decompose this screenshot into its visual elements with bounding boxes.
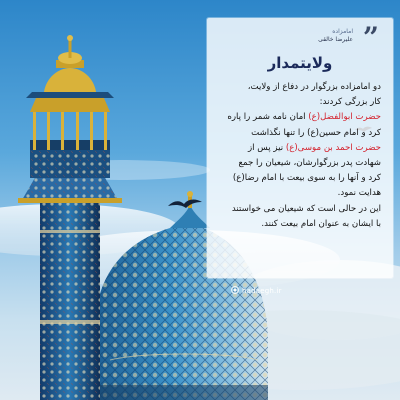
text-panel: [207, 18, 393, 278]
body-line: با ایشان به عنوان امام بیعت کنند.: [261, 218, 381, 229]
body-line: شهادت پدر بزرگوارشان، شیعیان را جمع: [238, 158, 381, 169]
page-title: ولایتمدار: [267, 54, 333, 72]
body-line: این در حالی است که شیعیان می خواستند: [231, 203, 381, 214]
body-line: کار بزرگی کردند:: [319, 97, 381, 108]
body-line: هدایت نمود.: [337, 188, 381, 199]
attribution-line1: امامزاده: [332, 28, 353, 35]
body-text: [215, 80, 381, 232]
body-line: حضرت احمد بن موسی(ع) نیز پس از: [248, 142, 381, 153]
site-logo-icon: [231, 286, 239, 294]
attribution: [233, 28, 353, 44]
attribution-line2: علیرضا خالقی: [318, 36, 353, 43]
body-line: کرد و امام حسین(ع) را تنها نگذاشت: [251, 127, 381, 138]
website-link[interactable]: hadaegh.ir: [242, 287, 282, 295]
body-line: حضرت ابوالفضل(ع) امان نامه شمر را پاره: [227, 112, 381, 123]
body-line: کرد و آنها را به سوی بیعت با امام رضا(ع): [232, 173, 381, 184]
body-line: دو امامزاده بزرگوار در دفاع از ولایت،: [247, 82, 381, 92]
quote-icon: ”: [362, 21, 379, 54]
